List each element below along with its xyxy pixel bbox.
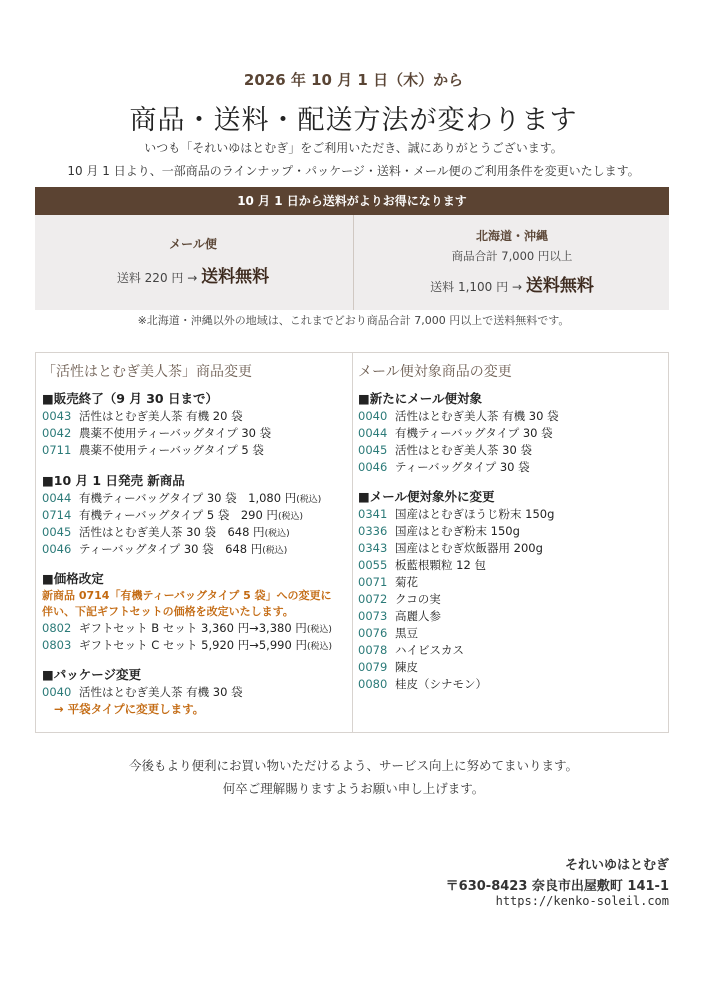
list-item xyxy=(358,659,554,676)
product-code: 0079 xyxy=(358,660,388,674)
product-code: 0046 xyxy=(42,542,72,556)
list-item xyxy=(358,591,554,608)
list-item xyxy=(358,557,554,574)
right-column-title: メール便対象商品の変更 xyxy=(358,364,512,380)
list-item xyxy=(358,425,559,442)
list-item xyxy=(358,540,554,557)
list-item xyxy=(42,425,271,442)
product-name: 板藍根顆粒 12 包 xyxy=(395,558,486,572)
price-change-notice: 伴い、下記ギフトセットの価格を改定いたします。 xyxy=(42,605,294,618)
list-item xyxy=(358,408,559,425)
column-divider xyxy=(352,352,353,733)
product-name: ギフトセット B セット 3,360 円→3,380 円 xyxy=(79,621,307,635)
closing-text-1: 今後もより便利にお買い物いただけるよう、サービス向上に努めてまいります。 xyxy=(128,758,578,773)
intro-text-2: 10 月 1 日より、一部商品のラインナップ・パッケージ・送料・メール便のご利用条件を変更いたします。 xyxy=(67,164,640,178)
product-name: 桂皮（シナモン） xyxy=(395,677,487,691)
list-item xyxy=(42,490,321,507)
product-name: 黒豆 xyxy=(395,626,418,640)
hokkaido-okinawa-condition: 商品合計 7,000 円以上 xyxy=(451,249,573,263)
section-title: ■パッケージ変更 xyxy=(42,667,142,682)
product-name: 活性はとむぎ美人茶 有機 20 袋 xyxy=(79,409,243,423)
left-column-title: 「活性はとむぎ美人茶」商品変更 xyxy=(42,364,252,380)
product-name: 国産はとむぎほうじ粉末 150g xyxy=(395,507,555,521)
list-item xyxy=(358,574,554,591)
shipping-note: ※北海道・沖縄以外の地域は、これまでどおり商品合計 7,000 円以上で送料無料です。 xyxy=(137,314,570,327)
list-item xyxy=(42,408,271,425)
tax-label: (税込) xyxy=(262,546,288,556)
product-code: 0044 xyxy=(358,426,388,440)
product-name: 国産はとむぎ粉末 150g xyxy=(395,524,520,538)
list-item xyxy=(42,637,332,654)
company-address: 〒630-8423 奈良市出屋敷町 141-1 xyxy=(445,879,669,894)
product-name: 農薬不使用ティーバッグタイプ 30 袋 xyxy=(79,426,272,440)
list-item xyxy=(358,506,554,523)
hokkaido-okinawa-change xyxy=(354,271,670,296)
product-name: 高麗人参 xyxy=(395,609,441,623)
arrow-icon: → xyxy=(187,271,198,285)
mail-old-fee: 送料 220 円 xyxy=(116,271,184,285)
company-name: それいゆはとむぎ xyxy=(564,858,669,873)
product-name: 有機ティーバッグタイプ 30 袋 xyxy=(395,426,553,440)
product-code: 0072 xyxy=(358,592,388,606)
list-item xyxy=(358,676,554,693)
list-item xyxy=(358,523,554,540)
intro-text-1: いつも「それいゆはとむぎ」をご利用いただき、誠にありがとうございます。 xyxy=(144,141,563,155)
list-item xyxy=(358,625,554,642)
product-name: ティーバッグタイプ 30 袋 648 円 xyxy=(79,542,263,556)
price-change-notice: 新商品 0714「有機ティーバッグタイプ 5 袋」への変更に xyxy=(42,589,332,602)
hokkaido-okinawa-column xyxy=(353,215,670,310)
product-code: 0714 xyxy=(42,508,72,522)
list-item xyxy=(358,442,559,459)
product-code: 0045 xyxy=(42,525,72,539)
product-name: 活性はとむぎ美人茶 30 袋 xyxy=(395,443,532,457)
product-code: 0336 xyxy=(358,524,388,538)
package-change-section xyxy=(42,665,243,718)
removed-mail-targets-section xyxy=(358,487,554,693)
new-mail-targets-section xyxy=(358,389,559,476)
list-item xyxy=(42,620,332,637)
tax-label: (税込) xyxy=(306,642,332,652)
product-name: ハイビスカス xyxy=(395,643,464,657)
section-title: ■新たにメール便対象 xyxy=(358,391,483,406)
list-item xyxy=(42,507,321,524)
hokkaido-free-label: 送料無料 xyxy=(525,276,594,296)
product-code: 0076 xyxy=(358,626,388,640)
mail-shipping-label: メール便 xyxy=(169,237,217,251)
hokkaido-okinawa-label: 北海道・沖縄 xyxy=(475,229,548,243)
company-url[interactable]: https://kenko-soleil.com xyxy=(495,894,669,908)
product-code: 0711 xyxy=(42,443,72,457)
shipping-banner: 10 月 1 日から送料がよりお得になります xyxy=(35,187,669,215)
product-code: 0040 xyxy=(42,685,72,699)
product-code: 0045 xyxy=(358,443,388,457)
list-item xyxy=(358,642,554,659)
mail-shipping-change xyxy=(35,262,351,287)
product-code: 0046 xyxy=(358,460,388,474)
arrow-icon: → xyxy=(511,280,523,294)
product-name: ティーバッグタイプ 30 袋 xyxy=(395,460,530,474)
mail-shipping-column xyxy=(35,215,351,310)
closing-text-2: 何卒ご理解賜りますようお願い申し上げます。 xyxy=(222,781,485,796)
list-item xyxy=(42,684,243,701)
product-code: 0043 xyxy=(42,409,72,423)
product-code: 0055 xyxy=(358,558,388,572)
product-code: 0044 xyxy=(42,491,72,505)
product-name: 有機ティーバッグタイプ 5 袋 290 円 xyxy=(79,508,278,522)
product-name: 活性はとむぎ美人茶 有機 30 袋 xyxy=(395,409,559,423)
product-name: 菊花 xyxy=(395,575,418,589)
list-item xyxy=(358,459,559,476)
section-title: ■販売終了（9 月 30 日まで） xyxy=(42,391,218,406)
list-item xyxy=(42,524,321,541)
product-code: 0071 xyxy=(358,575,388,589)
product-name: クコの実 xyxy=(395,592,441,606)
product-name: ギフトセット C セット 5,920 円→5,990 円 xyxy=(79,638,307,652)
product-name: 活性はとむぎ美人茶 有機 30 袋 xyxy=(79,685,243,699)
tax-label: (税込) xyxy=(306,625,332,635)
price-change-section xyxy=(42,569,332,654)
package-change-note: → 平袋タイプに変更します。 xyxy=(54,702,205,716)
product-code: 0042 xyxy=(42,426,72,440)
product-name: 国産はとむぎ炊飯器用 200g xyxy=(395,541,543,555)
list-item xyxy=(42,541,321,558)
shipping-box xyxy=(35,215,669,310)
list-item xyxy=(358,608,554,625)
product-name: 陳皮 xyxy=(395,660,418,674)
product-name: 有機ティーバッグタイプ 30 袋 1,080 円 xyxy=(79,491,297,505)
date-line: 2026 年 10 月 1 日（木）から xyxy=(243,71,464,89)
section-title: ■10 月 1 日発売 新商品 xyxy=(42,473,185,488)
product-code: 0803 xyxy=(42,638,72,652)
product-code: 0080 xyxy=(358,677,388,691)
product-code: 0040 xyxy=(358,409,388,423)
product-code: 0073 xyxy=(358,609,388,623)
hokkaido-old-fee: 送料 1,100 円 xyxy=(430,280,509,294)
product-code: 0343 xyxy=(358,541,388,555)
new-products-section xyxy=(42,471,321,558)
tax-label: (税込) xyxy=(296,495,322,505)
product-code: 0078 xyxy=(358,643,388,657)
page-title: 商品・送料・配送方法が変わります xyxy=(129,105,578,136)
product-name: 活性はとむぎ美人茶 30 袋 648 円 xyxy=(79,525,265,539)
tax-label: (税込) xyxy=(277,512,303,522)
section-title: ■メール便対象外に変更 xyxy=(358,489,495,504)
product-code: 0802 xyxy=(42,621,72,635)
mail-free-label: 送料無料 xyxy=(201,267,270,287)
list-item xyxy=(42,442,271,459)
section-title: ■価格改定 xyxy=(42,571,104,586)
product-code: 0341 xyxy=(358,507,388,521)
discontinued-section xyxy=(42,389,271,459)
product-name: 農薬不使用ティーバッグタイプ 5 袋 xyxy=(79,443,264,457)
tax-label: (税込) xyxy=(264,529,290,539)
